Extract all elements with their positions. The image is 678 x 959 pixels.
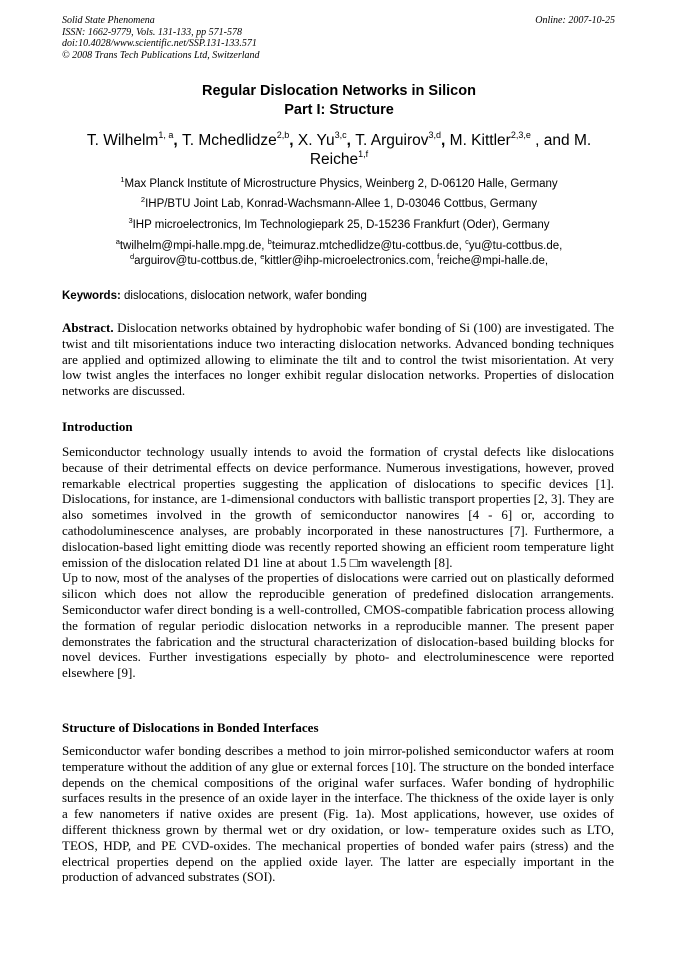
keywords-text: dislocations, dislocation network, wafer bonding: [120, 290, 367, 302]
paragraph: Semiconductor wafer bonding describes a method to join mirror-polished semiconductor wafers at room temperature without the addition of any glue or external forces [10]. The structure on the bonded interface depends on the chemical compositions of the original wafer surfaces. Wafer bonding of hydrophilic surfaces results in the presence of an oxide layer in the interface. The thickness of the oxide layer is only a few nanometers if native oxides are present (Fig. 1a). Most applications, however, use oxides of different thickness grown by thermal wet or dry oxidation, or low- temperature oxides such as LTO, TEOS, HDP, and PE CVD-oxides. The mechanical properties of bonded wafer pairs (stress) and the electrical properties depend on the applied oxide layer. The latter are especially important in the production of advanced substrates (SOI).: [62, 743, 614, 885]
author-separator: ,: [441, 132, 450, 149]
author-name: T. Mchedlidze: [181, 132, 277, 149]
affiliation-mark: 1: [120, 175, 125, 184]
abstract-text: Dislocation networks obtained by hydrophobic wafer bonding of Si (100) are investigated. The twist and tilt misorientations induce two interacting dislocation networks. Advanced bonding techniques are applied and optimized allowing to eliminate the tilt and to control the twist misorientation. At very low twist angles the interfaces no longer exhibit regular dislocation networks. Properties of dislocation networks are discussed.: [62, 320, 614, 399]
email-address: reiche@mpi-halle.de,: [439, 255, 549, 267]
email-address: teimuraz.mtchedlidze@tu-cottbus.de,: [271, 240, 466, 252]
email-mark: d: [129, 252, 135, 261]
email-address: yu@tu-cottbus.de,: [468, 240, 563, 252]
affiliation-2: [40, 197, 638, 211]
author-affiliation-mark: 3,c: [334, 130, 347, 140]
email-line-1: [40, 239, 638, 253]
email-address: kittler@ihp-microelectronics.com,: [264, 255, 438, 267]
journal-name: Solid State Phenomena: [62, 15, 155, 26]
author-affiliation-mark: 1,f: [358, 149, 369, 159]
email-mark: b: [267, 237, 272, 246]
email-mark: c: [465, 237, 469, 246]
author-affiliation-mark: 2,b: [276, 130, 290, 140]
paragraph: Up to now, most of the analyses of the properties of dislocations were carried out on plastically deformed silicon which does not allow the reproducible generation of predefined dislocation arrangements. Semiconductor wafer direct bonding is a well-controlled, CMOS-compatible fabrication process allowing the formation of regular periodic dislocation networks in a reproducible manner. The present paper demonstrates the fabrication and the structural characterization of dislocation-based building blocks for novel devices. Further investigations especially by photo- and electroluminescence were reported elsewhere [9].: [62, 570, 614, 681]
doi-line: doi:10.4028/www.scientific.net/SSP.131-133.571: [62, 38, 257, 49]
online-date: Online: 2007-10-25: [535, 15, 615, 26]
affiliation-text: IHP microelectronics, Im Technologiepark 25, D-15236 Frankfurt (Oder), Germany: [132, 219, 550, 231]
issn-line: ISSN: 1662-9779, Vols. 131-133, pp 571-578: [62, 26, 242, 38]
structure-body: [62, 743, 614, 885]
keywords-label: Keywords:: [62, 290, 121, 302]
author-list: [62, 131, 616, 169]
affiliation-1: [40, 177, 638, 191]
affiliation-text: Max Planck Institute of Microstructure Physics, Weinberg 2, D-06120 Halle, Germany: [124, 178, 558, 190]
abstract: [62, 320, 614, 399]
author-name: M. Kittler: [449, 132, 511, 149]
affiliation-3: [40, 218, 638, 232]
author-separator: ,: [173, 132, 182, 149]
author-name: T. Arguirov: [355, 132, 429, 149]
section-heading-structure: Structure of Dislocations in Bonded Interfaces: [62, 720, 319, 735]
introduction-body: [62, 444, 614, 681]
copyright-line: © 2008 Trans Tech Publications Ltd, Switzerland: [62, 49, 260, 61]
author-affiliation-mark: 2,3,e: [510, 130, 531, 140]
author-name: T. Wilhelm: [86, 132, 159, 149]
email-mark: e: [260, 252, 265, 261]
email-address: arguirov@tu-cottbus.de,: [134, 255, 261, 267]
email-address: twilhelm@mpi-halle.mpg.de,: [119, 240, 268, 252]
paragraph: Semiconductor technology usually intends to avoid the formation of crystal defects like dislocations because of their detrimental effects on device performance. Numerous investigations, however, proved remarkable electrical properties suggesting the application of dislocations to specific devices [1]. Dislocations, for instance, are 1-dimensional conductors with ballistic transport properties [2, 3]. They are also sometimes involved in the growth of semiconductor nanowires [4 - 6] or, according to cathodoluminescence analyses, are probably incorporated in these nanostructures [7]. Furthermore, a dislocation-based light emitting diode was recently reported showing an efficient room temperature light emission of the dislocation related D1 line at about 1.5 □m wavelength [8].: [62, 444, 614, 570]
abstract-label: Abstract.: [62, 320, 114, 335]
paper-title: Regular Dislocation Networks in Silicon: [202, 83, 476, 99]
author-conjunction: , and: [530, 132, 574, 149]
email-mark: a: [115, 237, 120, 246]
author-separator: ,: [346, 132, 356, 149]
affiliation-text: IHP/BTU Joint Lab, Konrad-Wachsmann-Allee 1, D-03046 Cottbus, Germany: [145, 198, 538, 210]
author-affiliation-mark: 1, a: [158, 130, 174, 140]
keywords: [62, 289, 367, 303]
affiliation-mark: 2: [140, 195, 146, 204]
affiliation-mark: 3: [128, 216, 133, 225]
email-mark: f: [437, 252, 440, 261]
author-name: M. Reiche: [309, 132, 592, 168]
journal-header: [62, 15, 260, 61]
author-name: X. Yu: [297, 132, 335, 149]
author-separator: ,: [289, 132, 298, 149]
paper-subtitle: Part I: Structure: [284, 102, 394, 118]
author-affiliation-mark: 3,d: [428, 130, 442, 140]
email-line-2: [40, 254, 638, 268]
section-heading-introduction: Introduction: [62, 419, 133, 434]
